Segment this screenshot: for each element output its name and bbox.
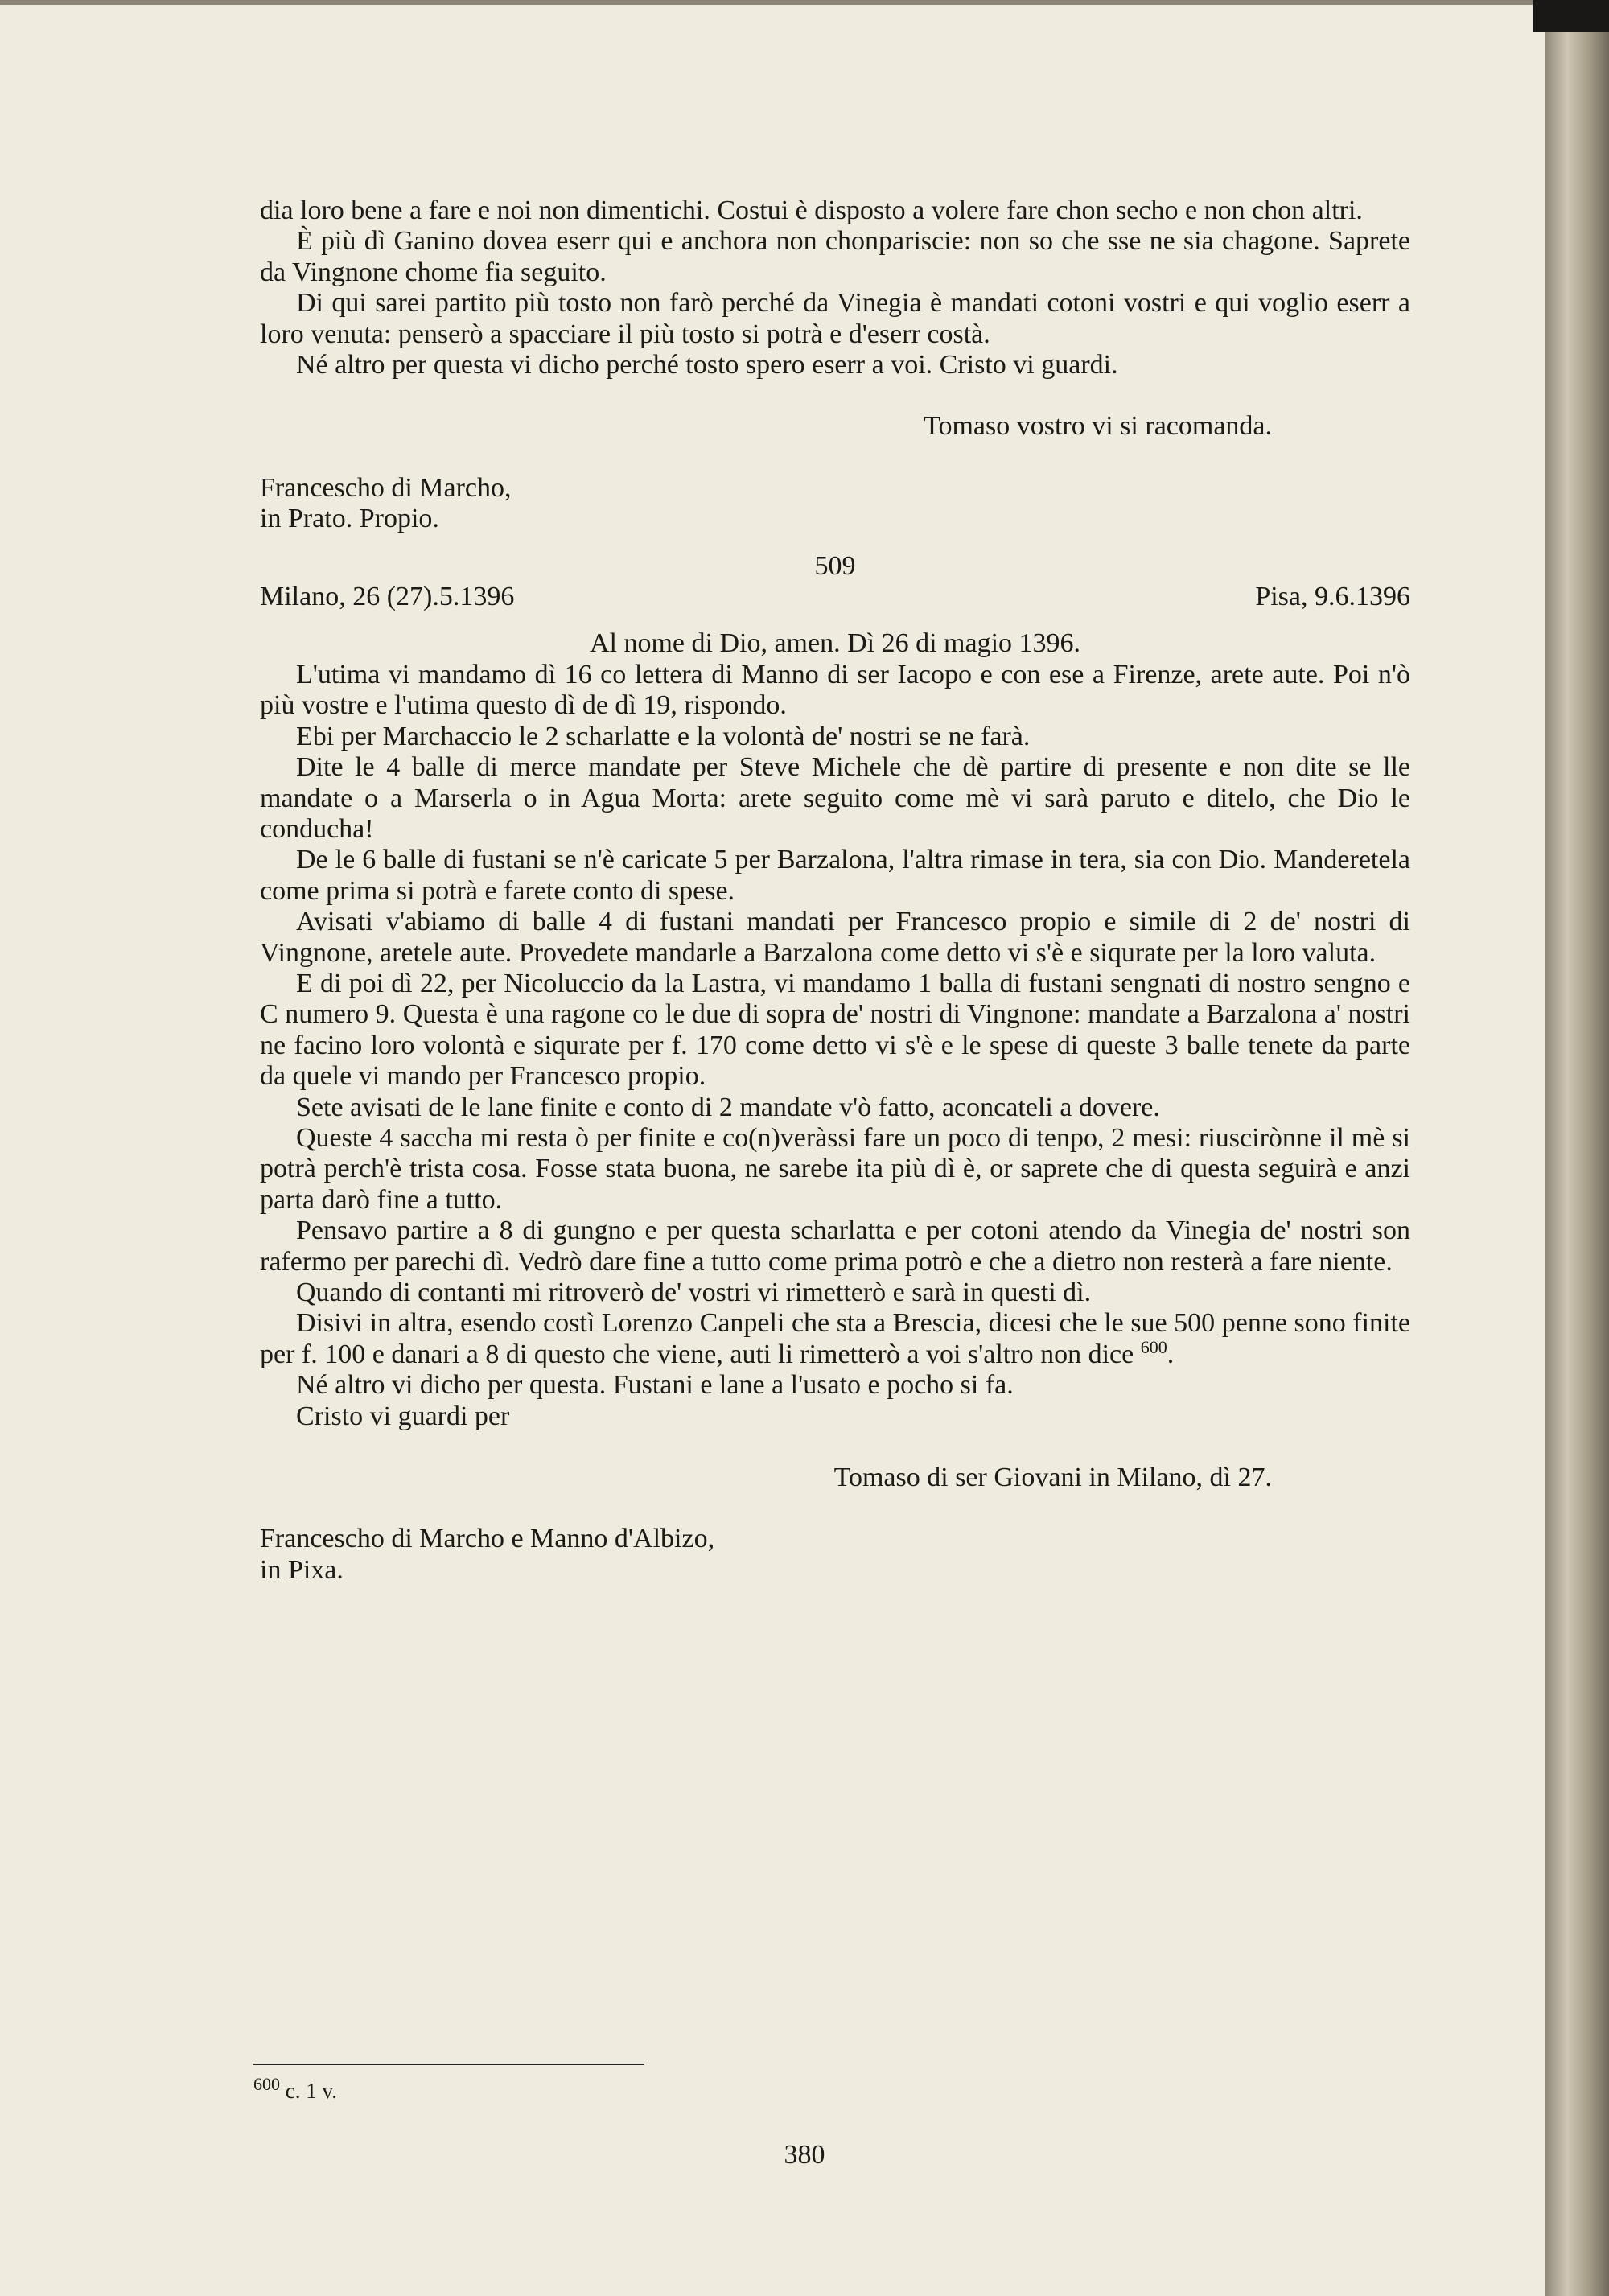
paragraph: Ebi per Marchaccio le 2 scharlatte e la volontà de' nostri se ne farà.: [296, 721, 1031, 751]
book-gutter: [1545, 0, 1609, 2296]
address-line: Francescho di Marcho e Manno d'Albizo,: [260, 1524, 715, 1554]
page-top-edge: [0, 0, 1545, 5]
paragraph: Né altro vi dicho per questa. Fustani e lane a l'usato e pocho si fa.: [296, 1370, 1014, 1401]
footnote-reference: 600: [1140, 1336, 1167, 1357]
main-text: [260, 195, 1410, 1586]
paragraph: Avisati v'abiamo di balle 4 di fustani mandati per Francesco propio e simile di 2 de' nostri di Vingnone, aretele aute. Provedete mandarle a Barzalona come detto vi s'è e siqurate per la loro valuta.: [260, 907, 1410, 968]
signature: Tomaso vostro vi si racomanda.: [924, 411, 1272, 442]
paragraph: Di qui sarei partito più tosto non farò perché da Vinegia è mandati cotoni vostri e qui voglio eserr a loro venuta: penserò a spacciare il più tosto si potrà e d'eserr costà.: [260, 288, 1410, 349]
closing: Cristo vi guardi per: [296, 1401, 510, 1431]
paragraph: È più dì Ganino dovea eserr qui e anchora non chonpariscie: non so che sse ne sia chagone. Saprete da Vingnone chome fia seguito.: [260, 226, 1410, 287]
address-line: Francescho di Marcho,: [260, 472, 512, 503]
footnote: [253, 2074, 337, 2105]
paragraph: L'utima vi mandamo dì 16 co lettera di Manno di ser Iacopo e con ese a Firenze, arete aute. Poi n'ò più vostre e l'utima questo dì de dì 19, rispondo.: [260, 659, 1410, 721]
address-line: in Pixa.: [260, 1554, 344, 1585]
address-line: in Prato. Propio.: [260, 504, 439, 534]
paragraph: Queste 4 saccha mi resta ò per finite e co(n)veràssi fare un poco di tenpo, 2 mesi: riuscirònne il mè si potrà perch'è trista cosa. Fosse stata buona, ne sarebe ita più dì è, or saprete che di questa seguirà e anzi parta darò fine a tutto.: [260, 1122, 1410, 1215]
letter-number: 509: [814, 550, 856, 581]
paragraph: Dite le 4 balle di merce mandate per Steve Michele che dè partire di presente e non dite se lle mandate o a Marserla o in Agua Morta: arete seguito come mè vi sarà paruto e ditelo, che Dio le conducha!: [260, 752, 1410, 844]
letter-dateline: [260, 582, 1410, 612]
footnote-text: c. 1 v.: [285, 2079, 337, 2103]
paragraph: dia loro bene a fare e noi non dimentichi. Costui è disposto a volere fare chon secho e non chon altri.: [260, 195, 1363, 225]
paragraph-text: Disivi in altra, esendo costì Lorenzo Canpeli che sta a Brescia, dicesi che le sue 500 penne sono finite per f. 100 e danari a 8 di questo che viene, auti li rimetterò a voi s'altro non dice: [260, 1308, 1410, 1369]
paragraph: Quando di contanti mi ritroverò de' vostri vi rimetterò e sarà in questi dì.: [296, 1278, 1092, 1307]
page-number: 380: [784, 2140, 825, 2170]
paragraph: Pensavo partire a 8 di gungno e per questa scharlatta e per cotoni atendo da Vinegia de' nostri son rafermo per parechi dì. Vedrò dare fine a tutto come prima potrò e che a dietro non resterà a fare niente.: [260, 1216, 1410, 1277]
paragraph: De le 6 balle di fustani se n'è caricate 5 per Barzalona, l'altra rimase in tera, sia con Dio. Manderetela come prima si potrà e farete conto di spese.: [260, 845, 1410, 906]
date-to: Pisa, 9.6.1396: [1255, 582, 1410, 612]
footnote-number: 600: [253, 2074, 280, 2094]
salutation: Al nome di Dio, amen. Dì 26 di magio 1396.: [589, 628, 1081, 659]
date-from: Milano, 26 (27).5.1396: [260, 582, 515, 612]
scan-corner: [1533, 0, 1609, 32]
paragraph: E di poi dì 22, per Nicoluccio da la Lastra, vi mandamo 1 balla di fustani sengnati di nostro sengno e C numero 9. Questa è una ragone co le due di sopra de' nostri di Vingnone: mandate a Barzalona a' nostri ne facino loro volontà e siqurate per f. 170 come detto vi s'è e le spese di queste 3 balle tenete da parte da quele vi mando per Francesco propio.: [260, 968, 1410, 1092]
signature: Tomaso di ser Giovani in Milano, dì 27.: [833, 1463, 1272, 1493]
paragraph: Sete avisati de le lane finite e conto di 2 mandate v'ò fatto, aconcateli a dovere.: [296, 1092, 1160, 1122]
paragraph: Disivi in altra, esendo costì Lorenzo Canpeli che sta a Brescia, dicesi che le sue 500 penne sono finite per f. 100 e danari a 8 di questo che viene, auti li rimetterò a voi s'altro non dice $^{600}$.: [260, 1308, 1410, 1369]
footnote-rule: [253, 2064, 644, 2065]
paragraph: Né altro per questa vi dicho perché tosto spero eserr a voi. Cristo vi guardi.: [296, 350, 1118, 381]
